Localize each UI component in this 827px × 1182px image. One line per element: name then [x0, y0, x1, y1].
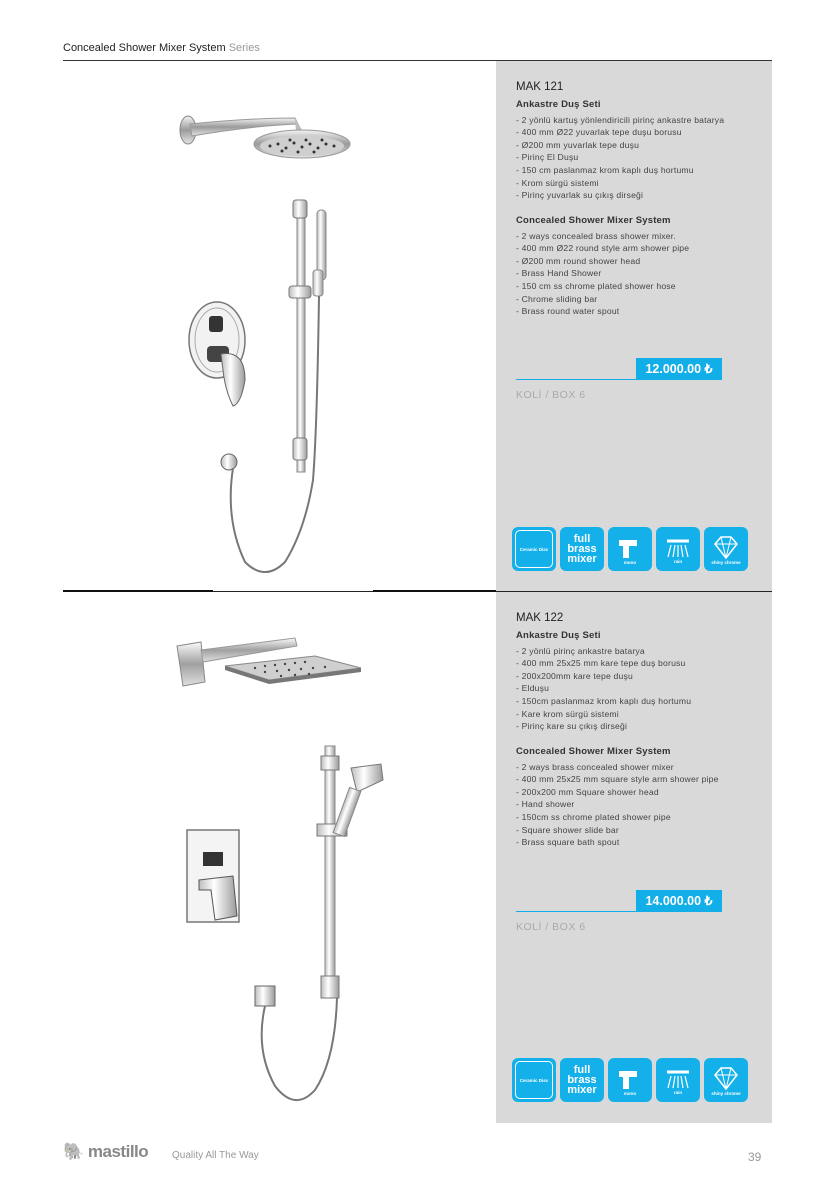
page-number: 39	[748, 1150, 762, 1164]
diamond-icon	[711, 534, 741, 560]
faucet-icon	[615, 1065, 645, 1091]
spec-item: - 200x200 mm Square shower head	[516, 786, 659, 797]
spec-item: - Pirinç yuvarlak su çıkış dirseği	[516, 190, 644, 201]
spec-item: - Brass square bath spout	[516, 837, 620, 848]
badge-text: mono	[623, 1090, 637, 1096]
spec-item: - 150 cm paslanmaz krom kaplı duş hortumu	[516, 164, 694, 175]
spec-item: - 400 mm 25x25 mm square style arm shower pipe	[516, 774, 719, 785]
turkish-spec-list	[516, 99, 766, 202]
spec-item: - Pirinç kare su çıkış dirseği	[516, 721, 628, 732]
price-divider	[516, 379, 722, 380]
badge-text: brass	[567, 543, 597, 555]
full-brass-mixer-badge	[560, 527, 604, 571]
english-spec-title: Concealed Shower Mixer System	[516, 746, 671, 757]
square-shower-set-image	[185, 740, 395, 1120]
ceramic-disc-badge	[512, 527, 556, 571]
feature-badges	[512, 527, 748, 571]
badge-text: rain	[673, 558, 683, 564]
badge-text: full	[573, 533, 591, 545]
feature-badges	[512, 1058, 748, 1102]
product-code: MAK 122	[516, 612, 564, 624]
price-divider	[516, 911, 722, 912]
header-subtitle: Series	[228, 42, 260, 54]
spec-item: - Krom sürgü sistemi	[516, 177, 599, 188]
spec-item: - 400 mm Ø22 yuvarlak tepe duşu borusu	[516, 127, 682, 138]
rain-shower-icon	[663, 1066, 693, 1090]
turkish-spec-title: Ankastre Duş Seti	[516, 630, 601, 641]
section-divider-accent	[373, 590, 496, 592]
shiny-chrome-badge	[704, 1058, 748, 1102]
spec-item: - Hand shower	[516, 799, 575, 810]
badge-text: mixer	[567, 553, 597, 565]
box-quantity: KOLİ / BOX 6	[516, 921, 586, 933]
section-divider-accent	[63, 590, 213, 592]
box-quantity: KOLİ / BOX 6	[516, 389, 586, 401]
product-info-panel-mak122	[496, 592, 772, 1123]
english-spec-title: Concealed Shower Mixer System	[516, 215, 671, 226]
turkish-spec-list	[516, 630, 766, 733]
badge-text: mono	[623, 559, 637, 565]
diamond-icon	[711, 1065, 741, 1091]
round-shower-head-image	[170, 88, 370, 178]
mono-badge	[608, 527, 652, 571]
full-brass-mixer-badge	[560, 1058, 604, 1102]
footer-tagline: Quality All The Way	[172, 1150, 259, 1161]
spec-item: - 150cm ss chrome plated shower pipe	[516, 811, 671, 822]
spec-item: - 2 ways brass concealed shower mixer	[516, 761, 674, 772]
spec-item: - Pirinç El Duşu	[516, 152, 579, 163]
ceramic-disc-icon: Ceramic Disc	[519, 546, 549, 552]
ceramic-disc-badge	[512, 1058, 556, 1102]
badge-text: rain	[673, 1089, 683, 1095]
turkish-spec-title: Ankastre Duş Seti	[516, 99, 601, 110]
brand-name: mastillo	[87, 1142, 149, 1161]
spec-item: - 150 cm ss chrome plated shower hose	[516, 280, 676, 291]
price-tag: 14.000.00 ₺	[636, 890, 722, 912]
product-info-panel-mak121	[496, 61, 772, 591]
badge-text: shiny chrome	[711, 1090, 741, 1096]
page-header	[63, 42, 260, 54]
spec-item: - Ø200 mm round shower head	[516, 255, 641, 266]
spec-item: - 400 mm 25x25 mm kare tepe duş borusu	[516, 658, 686, 669]
product-code: MAK 121	[516, 81, 564, 93]
brand-logo	[63, 1142, 148, 1162]
square-shower-head-image	[165, 620, 375, 700]
rain-badge	[656, 1058, 700, 1102]
spec-item: - Brass Hand Shower	[516, 268, 602, 279]
spec-item: - Ø200 mm yuvarlak tepe duşu	[516, 139, 640, 150]
rain-badge	[656, 527, 700, 571]
badge-text: mixer	[567, 1084, 597, 1096]
spec-item: - Kare krom sürgü sistemi	[516, 708, 619, 719]
spec-item: - 2 yönlü pirinç ankastre batarya	[516, 645, 645, 656]
english-spec-list	[516, 746, 766, 849]
spec-item: - 400 mm Ø22 round style arm shower pipe	[516, 243, 690, 254]
badge-text: brass	[567, 1074, 597, 1086]
spec-item: - 150cm paslanmaz krom kaplı duş hortumu	[516, 695, 692, 706]
spec-item: - 2 yönlü kartuş yönlendiricili pirinç ankastre batarya	[516, 114, 725, 125]
mono-badge	[608, 1058, 652, 1102]
spec-item: - Square shower slide bar	[516, 824, 619, 835]
ceramic-disc-icon: Ceramic Disc	[519, 1077, 549, 1083]
spec-item: - Chrome sliding bar	[516, 293, 598, 304]
badge-text: full	[573, 1064, 591, 1076]
rain-shower-icon	[663, 535, 693, 559]
spec-item: - Brass round water spout	[516, 306, 620, 317]
english-spec-list	[516, 215, 766, 318]
round-shower-set-image	[185, 190, 345, 582]
header-title: Concealed Shower Mixer System	[63, 42, 226, 54]
spec-item: - 200x200mm kare tepe duşu	[516, 670, 633, 681]
elephant-icon: 🐘	[63, 1142, 84, 1161]
badge-text: shiny chrome	[711, 559, 741, 565]
faucet-icon	[615, 534, 645, 560]
price-tag: 12.000.00 ₺	[636, 358, 722, 380]
spec-item: - Elduşu	[516, 683, 550, 694]
shiny-chrome-badge	[704, 527, 748, 571]
spec-item: - 2 ways concealed brass shower mixer.	[516, 230, 676, 241]
